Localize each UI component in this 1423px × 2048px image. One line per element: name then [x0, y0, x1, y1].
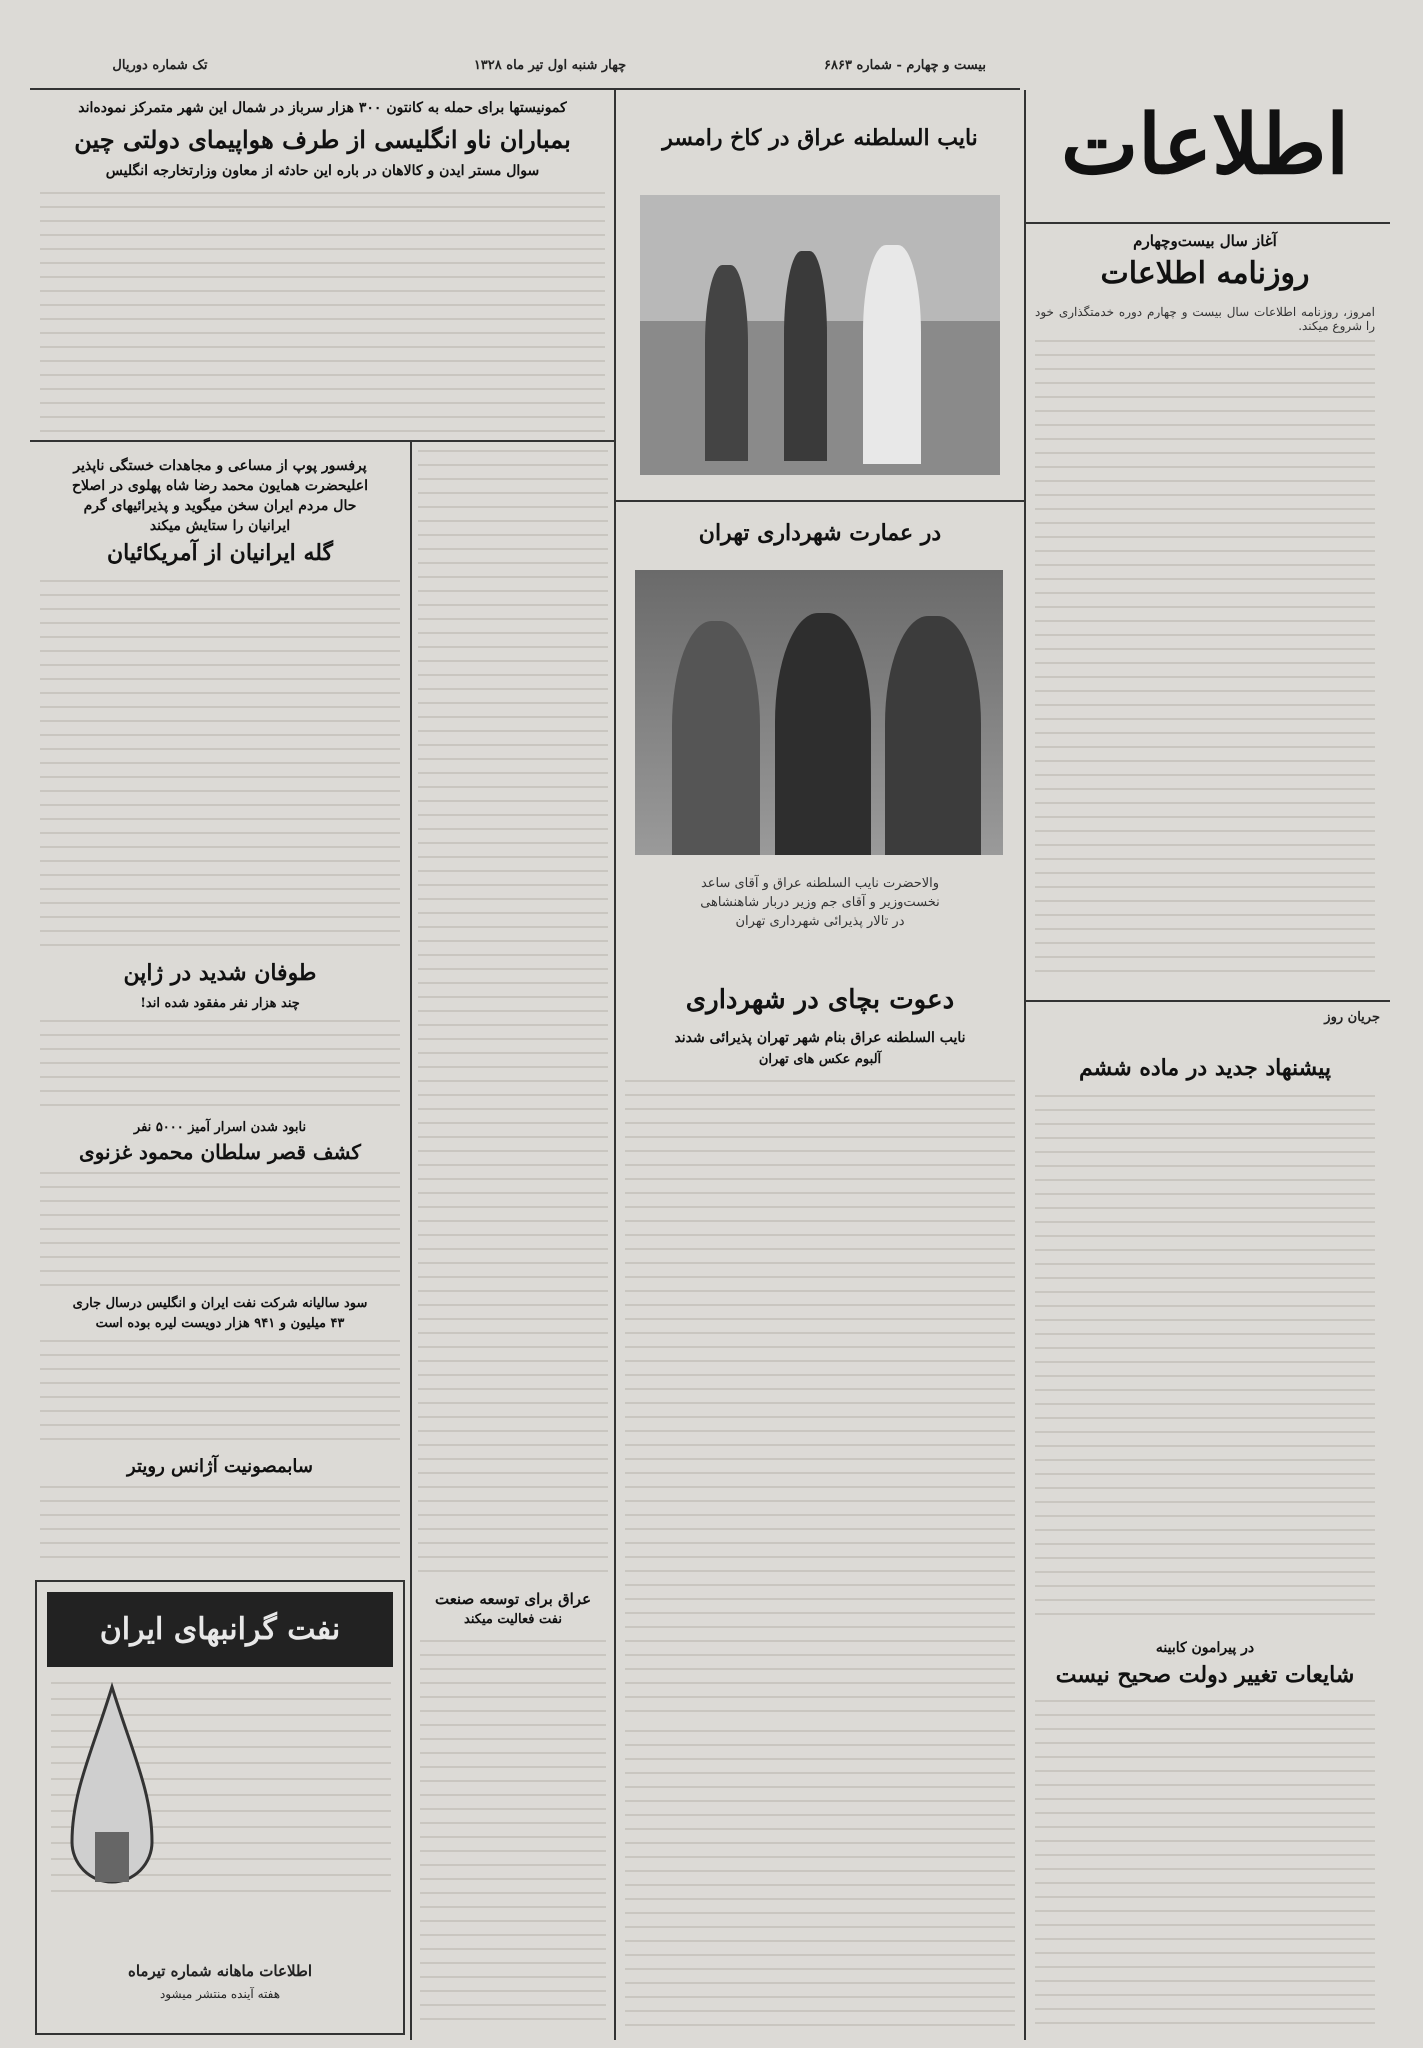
oil-drop-icon: [67, 1682, 157, 1922]
pope-line-2: اعلیحضرت همایون محمد رضا شاه پهلوی در اصلاح: [71, 478, 369, 494]
photo-municipality: [635, 570, 1003, 855]
photo-mid-caption-line-1: والاحضرت نایب السلطنه عراق و آقای ساعد: [700, 876, 940, 891]
pope-line-4: ایرانیان را ستایش میکند: [149, 518, 291, 534]
municipal-subtitle: نایب السلطنه عراق بنام شهر تهران پذیرائی شدند: [674, 1030, 966, 1046]
column-rule-1: [1024, 90, 1026, 2040]
ad-footer: اطلاعات ماهانه شماره تیرماه: [127, 1962, 313, 1980]
reuters-body: [40, 1486, 400, 1561]
logo-rule: [1025, 222, 1390, 224]
day-column-label: جریان روز: [1324, 1010, 1380, 1025]
reuters-title: سابمصونیت آژانس رویتر: [127, 1456, 313, 1477]
logo-block: [1030, 70, 1380, 220]
editorial-lead: امروز، روزنامه اطلاعات سال بیست و چهارم دوره خدمتگذاری خود را شروع میکند.: [1035, 305, 1375, 333]
cabinet-news-body: [418, 450, 608, 1580]
japan-body: [40, 1020, 400, 1115]
editorial-body: [1035, 340, 1375, 980]
top-story-rule: [30, 440, 614, 442]
editorial-title: روزنامه اطلاعات: [1100, 256, 1310, 291]
pope-title: گله ایرانیان از آمریکائیان: [106, 540, 333, 566]
cabinet-kicker: در پیرامون کابینه: [1155, 1640, 1255, 1656]
municipal-title: دعوت بچای در شهرداری: [685, 985, 955, 1015]
photo-mid-header: در عمارت شهرداری تهران: [698, 520, 942, 546]
ad-footer-2: هفته آینده منتشر میشود: [159, 1987, 281, 2001]
mid-rule-1: [616, 500, 1024, 502]
pope-line-3: حال مردم ایران سخن میگوید و پذیرائیهای گرم: [83, 498, 357, 514]
day-rule: [1025, 1000, 1390, 1002]
japan-sub: چند هزار نفر مفقود شده اند!: [140, 996, 300, 1011]
photo-top-caption: نایب السلطنه عراق در کاخ رامسر: [662, 125, 978, 151]
middle-bottom-body: [625, 1730, 1015, 2030]
date-line: چهار شنبه اول تیر ماه ۱۳۲۸: [473, 58, 627, 73]
pope-line-1: پرفسور پوپ از مساعی و مجاهدات خستگی ناپذیر: [73, 458, 367, 474]
photo-mid-caption-line-2: نخست‌وزیر و آقای جم وزیر دربار شاهنشاهی: [700, 895, 940, 910]
newspaper-logo: اطلاعات: [1060, 97, 1350, 193]
cabinet-title: شایعات تغییر دولت صحیح نیست: [1055, 1662, 1355, 1688]
iraq-box-body: [420, 1640, 606, 2030]
top-story-body: [40, 192, 605, 432]
top-story-kicker: کمونیستها برای حمله به کانتون ۳۰۰ هزار سرباز در شمال این شهر متمرکز نموده‌اند: [78, 100, 567, 116]
photo-regent-ramsar: [640, 195, 1000, 475]
oil-profit-line-1: سود سالیانه شرکت نفت ایران و انگلیس درسال جاری: [72, 1296, 368, 1311]
japan-title: طوفان شدید در ژاپن: [123, 960, 317, 986]
oil-advertisement: [35, 1580, 405, 2035]
price-label: تک شماره دوریال: [112, 58, 208, 73]
oil-profit-body: [40, 1340, 400, 1450]
column-rule-3: [410, 440, 412, 2040]
ad-banner: نفت گرانبهای ایران: [47, 1592, 393, 1667]
day-column-body: [1035, 1095, 1375, 1625]
top-story-title: بمباران ناو انگلیسی از طرف هواپیمای دولتی چین: [74, 125, 571, 154]
day-column-title: پیشنهاد جدید در ماده ششم: [1078, 1055, 1332, 1081]
municipal-body: [625, 1080, 1015, 1720]
ghaznavi-body: [40, 1172, 400, 1292]
issue-line: بیست و چهارم - شماره ۶۸۶۳: [824, 58, 986, 73]
cabinet-body: [1035, 1700, 1375, 2030]
ghaznavi-title: کشف قصر سلطان محمود غزنوی: [79, 1140, 361, 1164]
ghaznavi-kicker: نابود شدن اسرار آمیز ۵۰۰۰ نفر: [133, 1120, 307, 1135]
top-story-sub: سوال مستر ایدن و کالاهان در باره این حادثه از معاون وزارتخارجه انگلیس: [105, 163, 540, 179]
masthead-rule: [30, 88, 1020, 90]
municipal-sub2: آلبوم عکس های تهران: [758, 1052, 882, 1067]
column-rule-2: [614, 90, 616, 2040]
photo-mid-caption-line-3: در تالار پذیرائی شهرداری تهران: [735, 914, 905, 929]
editorial-kicker: آغاز سال بیست‌وچهارم: [1133, 232, 1277, 250]
oil-profit-line-2: ۴۳ میلیون و ۹۴۱ هزار دویست لیره بوده است: [95, 1316, 345, 1331]
iraq-box-title: عراق برای توسعه صنعت: [434, 1590, 592, 1608]
iraq-box-sub: نفت فعالیت میکند: [464, 1612, 562, 1627]
pope-body: [40, 580, 400, 950]
